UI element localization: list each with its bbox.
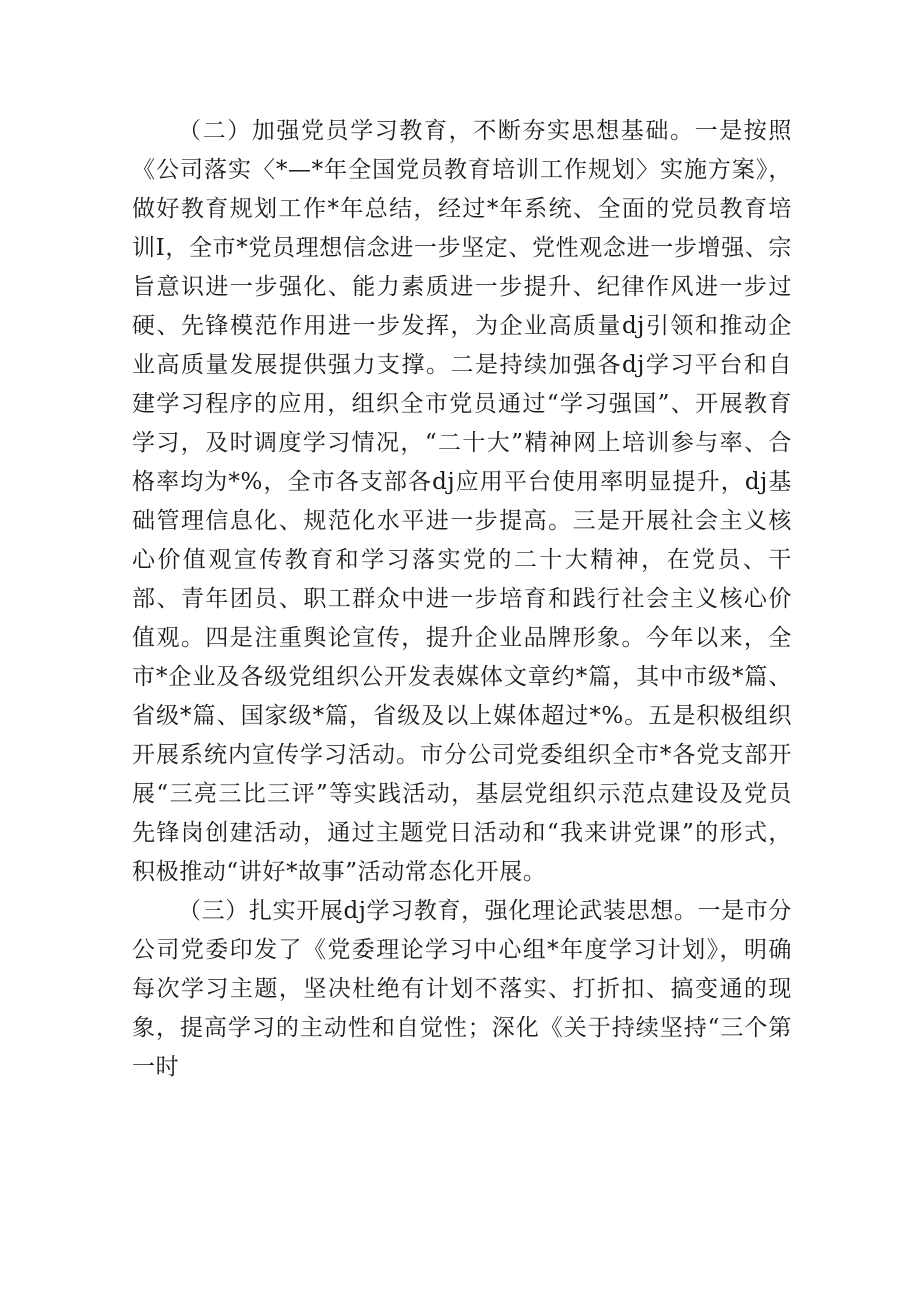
paragraph-theory-study: （三）扎实开展dj学习教育，强化理论武装思想。一是市分公司党委印发了《党委理论学习中心组*年度学习计划》，明确每次学习主题，坚决杜绝有计划不落实、打折扣、搞变通的现象，提高学习的主动性和自觉性；深化《关于持续坚持“三个第一时 bbox=[132, 898, 792, 1080]
paragraph-party-member-education: （二）加强党员学习教育，不断夯实思想基础。一是按照《公司落实〈*—*年全国党员教育培训工作规划〉实施方案》，做好教育规划工作*年总结，经过*年系统、全面的党员教育培训I，全市*党员理想信念进一步坚定、党性观念进一步增强、宗旨意识进一步强化、能力素质进一步提升、纪律作风进一步过硬、先锋模范作用进一步发挥，为企业高质量dj引领和推动企业高质量发展提供强力支撑。二是持续加强各dj学习平台和自建学习程序的应用，组织全市党员通过“学习强国”、开展教育学习，及时调度学习情况，“二十大”精神网上培训参与率、合格率均为*%，全市各支部各dj应用平台使用率明显提升，dj基础管理信息化、规范化水平进一步提高。三是开展社会主义核心价值观宣传教育和学习落实党的二十大精神，在党员、干部、青年团员、职工群众中进一步培育和践行社会主义核心价值观。四是注重舆论宣传，提升企业品牌形象。今年以来，全市*企业及各级党组织公开发表媒体文章约*篇，其中市级*篇、省级*篇、国家级*篇，省级及以上媒体超过*%。五是积极组织开展系统内宣传学习活动。市分公司党委组织全市*各党支部开展“三亮三比三评”等实践活动，基层党组织示范点建设及党员先锋岗创建活动，通过主题党日活动和“我来讲党课”的形式，积极推动“讲好*故事”活动常态化开展。 bbox=[132, 118, 792, 885]
document-body bbox=[132, 112, 792, 1087]
